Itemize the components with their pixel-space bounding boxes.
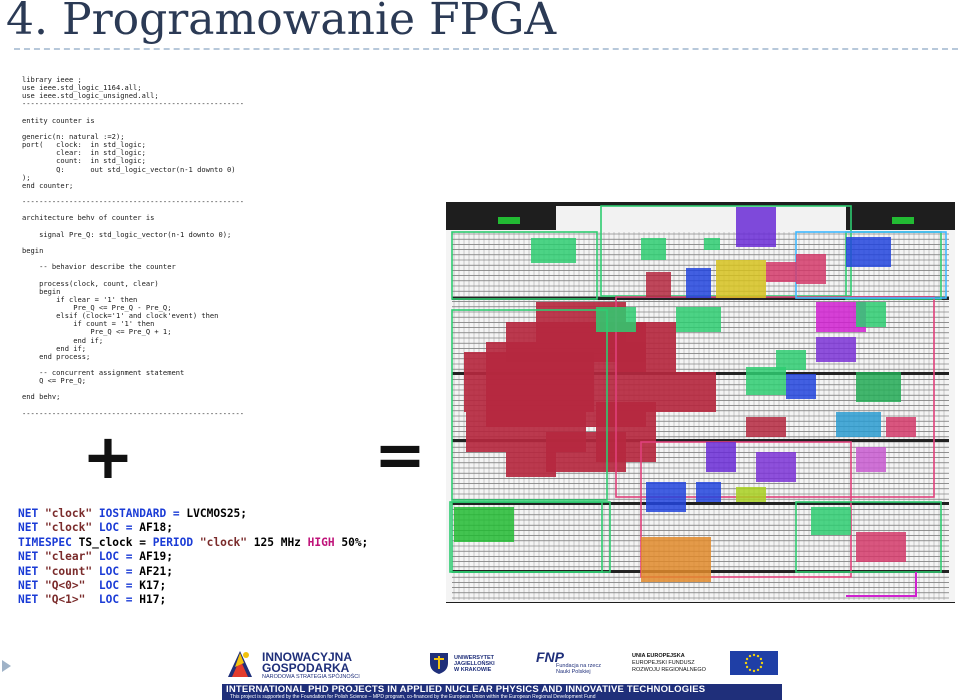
ucf-token: "count" xyxy=(44,564,99,578)
fpga-logic-block xyxy=(704,238,720,250)
vhdl-code-line: -- concurrent assignment statement xyxy=(22,368,185,378)
logo2-line2: JAGIELLOŃSKI xyxy=(454,661,495,667)
fpga-logic-cluster xyxy=(646,372,716,412)
fpga-floorplan-graphic xyxy=(446,202,955,603)
vhdl-code-line: if clear = '1' then xyxy=(22,294,138,304)
ucf-token: "clock" xyxy=(44,521,99,535)
fpga-io-block xyxy=(892,217,914,224)
vhdl-code-line: library ieee ; xyxy=(22,75,82,84)
ucf-token: AF19; xyxy=(139,550,173,564)
vhdl-code-line: end if; xyxy=(22,335,104,345)
vhdl-code-line: end if; xyxy=(22,343,87,353)
fpga-logic-cluster xyxy=(546,432,626,472)
vhdl-code-line: Pre_Q <= Pre_Q + 1; xyxy=(22,327,172,337)
ucf-token: NET xyxy=(18,593,45,607)
fpga-logic-block xyxy=(646,272,671,297)
logo4-line2: EUROPEJSKI FUNDUSZ xyxy=(632,660,695,666)
ucf-token: LOC = xyxy=(98,578,140,592)
eu-star-icon xyxy=(760,658,762,660)
fpga-logic-block xyxy=(746,367,786,395)
vhdl-code-line: -- behavior describe the counter xyxy=(22,262,176,272)
ucf-constraints-block xyxy=(18,507,368,608)
vhdl-code-line: use ieee.std_logic_unsigned.all; xyxy=(22,91,159,101)
plus-sign: + xyxy=(82,420,134,493)
logo3-sub2: Nauki Polskiej xyxy=(556,669,591,675)
logo2-line3: W KRAKOWIE xyxy=(454,667,492,673)
ucf-token: PERIOD xyxy=(152,535,200,549)
eu-star-icon xyxy=(749,669,751,671)
fpga-logic-block xyxy=(811,507,851,535)
ucf-token: "clear" xyxy=(44,550,99,564)
ucf-token: NET xyxy=(18,507,45,520)
ucf-token: H17; xyxy=(139,593,167,607)
fnp-logo: FNP xyxy=(536,649,564,665)
vhdl-code-line: Q <= Pre_Q; xyxy=(22,376,87,386)
slide-title: 4. Programowanie FPGA xyxy=(6,0,557,45)
fpga-logic-block xyxy=(454,507,514,542)
innowacyjna-gospodarka-emblem-icon xyxy=(224,647,254,679)
fpga-logic-block xyxy=(641,537,711,582)
ucf-token: AF21; xyxy=(139,564,173,578)
logo4-line1: UNIA EUROPEJSKA xyxy=(632,653,685,659)
vhdl-code-line: ); xyxy=(22,172,31,182)
ucf-token: LOC = xyxy=(98,564,140,578)
vhdl-code-line: begin xyxy=(22,286,61,296)
vhdl-code-line: begin xyxy=(22,245,44,255)
fpga-logic-block xyxy=(856,302,886,327)
footer-banner-sub: This project is supported by the Foundation for Polish Science – MPD program, co-financed by the European Union within the European Regional Development Fund xyxy=(230,694,596,700)
fpga-logic-block xyxy=(746,417,786,437)
vhdl-code-line: signal Pre_Q: std_logic_vector(n-1 downto 0); xyxy=(22,229,232,239)
ucf-token: 50%; xyxy=(341,535,369,549)
equals-sign: = xyxy=(374,418,426,491)
ucf-token: 125 MHz xyxy=(253,535,308,549)
fpga-logic-block xyxy=(796,254,826,284)
fpga-logic-block xyxy=(856,447,886,472)
fpga-logic-block xyxy=(886,417,916,437)
vhdl-code-line: process(clock, count, clear) xyxy=(22,278,159,288)
fpga-logic-block xyxy=(736,207,776,247)
fpga-logic-block xyxy=(786,374,816,399)
vhdl-code-line: elsif (clock='1' and clock'event) then xyxy=(22,311,219,321)
vhdl-code-line: ---------------------------------------------------- xyxy=(22,408,245,418)
fpga-floorplan-image xyxy=(446,202,955,603)
ucf-line xyxy=(18,521,368,535)
fpga-logic-block xyxy=(646,482,686,512)
ucf-token: LOC = xyxy=(98,550,140,564)
vhdl-code-line xyxy=(22,239,262,247)
ucf-line xyxy=(18,536,368,550)
footer-banner-title: INTERNATIONAL PHD PROJECTS IN APPLIED NUCLEAR PHYSICS AND INNOVATIVE TECHNOLOGIES xyxy=(226,684,706,695)
vhdl-code-line: if count = '1' then xyxy=(22,319,155,329)
logo2-line1: UNIWERSYTET xyxy=(454,655,495,661)
logo1-sub: NARODOWA STRATEGIA SPÓJNOŚCI xyxy=(262,674,360,680)
ucf-token: LOC = xyxy=(98,593,140,607)
ucf-token: "Q<1>" xyxy=(44,593,99,607)
eu-star-icon xyxy=(753,654,755,656)
ucf-line xyxy=(18,593,368,607)
ucf-token: "clock" xyxy=(44,507,99,520)
vhdl-code-line: Q: out std_logic_vector(n-1 downto 0) xyxy=(22,164,236,174)
eu-star-icon xyxy=(753,670,755,672)
vhdl-code-line: end process; xyxy=(22,351,91,361)
eu-star-icon xyxy=(745,662,747,664)
sponsor-logos xyxy=(222,645,782,683)
vhdl-code-line: count: in std_logic; xyxy=(22,156,146,166)
fpga-logic-block xyxy=(686,268,711,298)
vhdl-code-block xyxy=(22,76,262,418)
ucf-token: LVCMOS25; xyxy=(186,507,248,520)
ucf-line xyxy=(18,579,368,593)
fpga-logic-block xyxy=(856,372,901,402)
vhdl-code-line: ---------------------------------------------------- xyxy=(22,197,245,207)
eu-star-icon xyxy=(749,655,751,657)
ucf-token: NET xyxy=(18,564,45,578)
fpga-logic-block xyxy=(596,307,636,332)
footer-banner xyxy=(222,684,782,700)
ucf-token: "Q<0>" xyxy=(44,578,99,592)
logo3-sub1: Fundacja na rzecz xyxy=(556,663,601,669)
logo1-line1: INNOWACYJNA xyxy=(262,650,353,664)
eu-star-icon xyxy=(746,658,748,660)
vhdl-code-line: port( clock: in std_logic; xyxy=(22,140,146,150)
logo4-line3: ROZWOJU REGIONALNEGO xyxy=(632,667,706,673)
fpga-logic-block xyxy=(736,487,766,502)
vhdl-code-line: entity counter is xyxy=(22,115,95,125)
fpga-logic-block xyxy=(846,237,891,267)
vhdl-code-line: ---------------------------------------------------- xyxy=(22,99,245,109)
vhdl-code-line: end behv; xyxy=(22,392,61,402)
eu-star-icon xyxy=(757,669,759,671)
fpga-logic-block xyxy=(856,532,906,562)
fpga-logic-block xyxy=(766,262,796,282)
eu-star-icon xyxy=(760,666,762,668)
ucf-token: NET xyxy=(18,578,45,592)
ucf-token: AF18; xyxy=(139,521,173,535)
ucf-token: K17; xyxy=(139,578,167,592)
fpga-logic-block xyxy=(756,452,796,482)
fpga-logic-block xyxy=(676,307,721,332)
ucf-line xyxy=(18,507,368,521)
fpga-logic-block xyxy=(641,238,666,260)
fpga-logic-block xyxy=(531,238,576,263)
fpga-logic-block xyxy=(716,260,766,298)
eu-star-icon xyxy=(746,666,748,668)
ucf-token: "clock" xyxy=(199,535,254,549)
ucf-token: NET xyxy=(18,521,45,535)
uj-crest-icon xyxy=(428,651,450,675)
vhdl-code-line: clear: in std_logic; xyxy=(22,148,146,158)
fpga-logic-cluster xyxy=(506,452,556,477)
vhdl-code-line: generic(n: natural :=2); xyxy=(22,131,125,141)
vhdl-code-line: end counter; xyxy=(22,180,74,190)
ucf-token: TS_clock = xyxy=(78,535,153,549)
slide-nav-arrow-icon[interactable] xyxy=(2,660,11,672)
ucf-token: TIMESPEC xyxy=(18,535,79,549)
title-divider xyxy=(14,48,958,50)
eu-star-icon xyxy=(761,662,763,664)
eu-flag-icon xyxy=(730,651,778,675)
ucf-token: LOC = xyxy=(98,521,140,535)
logo1-line2: GOSPODARKA xyxy=(262,661,350,675)
vhdl-code-line: architecture behv of counter is xyxy=(22,213,155,223)
ucf-line xyxy=(18,550,368,564)
fpga-logic-block xyxy=(706,442,736,472)
vhdl-code-line: use ieee.std_logic_1164.all; xyxy=(22,83,142,93)
ucf-token: IOSTANDARD = xyxy=(98,507,187,520)
ucf-line xyxy=(18,565,368,579)
fpga-io-block xyxy=(498,217,520,224)
ucf-token: NET xyxy=(18,550,45,564)
vhdl-code-line: Pre_Q <= Pre_Q - Pre_Q; xyxy=(22,302,172,312)
fpga-logic-block xyxy=(816,337,856,362)
fpga-logic-block xyxy=(836,412,881,437)
eu-star-icon xyxy=(757,655,759,657)
ucf-token: HIGH xyxy=(307,535,342,549)
fpga-logic-block xyxy=(696,482,721,502)
